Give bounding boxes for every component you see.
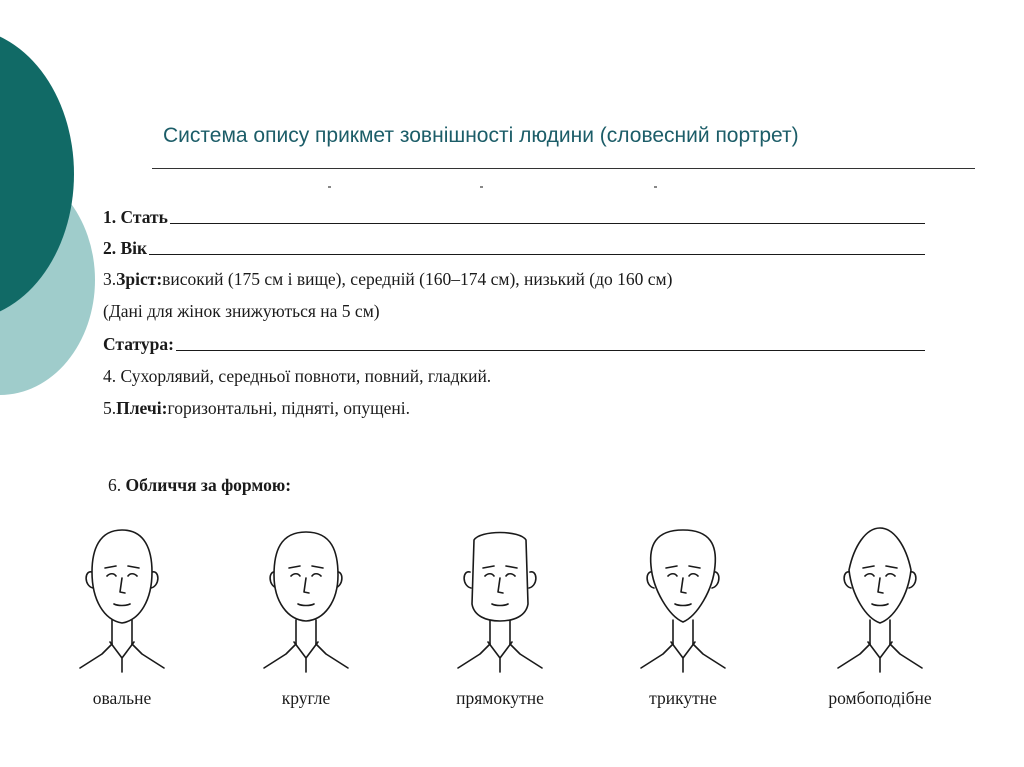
face-sketch-triangular: [633, 520, 733, 680]
face-label-round: кругле: [281, 688, 331, 708]
head-outline: [849, 528, 911, 623]
form-row-height: [103, 264, 925, 290]
face-drawing: [838, 528, 922, 672]
collar-lines: [294, 642, 318, 672]
form-row-body: [103, 361, 925, 387]
head-outline: [92, 530, 152, 623]
build-blank-line: [176, 350, 925, 351]
age-label: 2. Вік: [103, 238, 148, 258]
face-sketch-oval: [72, 520, 172, 680]
collar-lines: [671, 642, 695, 672]
body-options: 4. Сухорлявий, середньої повноти, повний, гладкий.: [103, 366, 492, 386]
face-sketch-round: [256, 520, 356, 680]
form-row-age: [103, 233, 925, 259]
shoulders-label: Плечі:: [116, 398, 168, 418]
face-sketch-rectangular: [450, 520, 550, 680]
face-shape-number: 6.: [108, 475, 126, 495]
face-oval-icon: [72, 520, 172, 680]
head-outline: [274, 532, 338, 621]
neck-lines: [296, 620, 316, 644]
face-drawing: [641, 530, 725, 672]
face-drawing: [458, 533, 542, 673]
face-shape-heading: [108, 475, 291, 496]
height-label: Зріст:: [116, 269, 163, 289]
height-number: 3.: [103, 269, 117, 289]
collar-lines: [110, 642, 134, 672]
build-label: Статура:: [103, 334, 174, 354]
scan-specks: [320, 186, 670, 192]
collar-lines: [488, 642, 512, 672]
height-note: (Дані для жінок знижуються на 5 см): [103, 301, 380, 321]
head-outline: [472, 533, 528, 622]
title-underline: [152, 168, 975, 169]
face-rectangular-icon: [450, 520, 550, 680]
speck: [654, 186, 657, 188]
form-row-shoulders: [103, 393, 925, 419]
shoulders-options: горизонтальні, підняті, опущені.: [167, 398, 410, 418]
age-blank-line: [149, 254, 925, 255]
height-options: високий (175 см і вище), середній (160–174 см), низький (до 160 см): [162, 269, 673, 289]
face-label-triangular: трикутне: [649, 688, 717, 708]
form-row-height-note: [103, 296, 925, 322]
neck-lines: [673, 620, 693, 644]
face-label-oval: овальне: [92, 688, 152, 708]
neck-lines: [490, 620, 510, 644]
face-rhomboid-icon: [830, 520, 930, 680]
form-row-build: [103, 329, 925, 355]
face-round-icon: [256, 520, 356, 680]
face-drawing: [264, 532, 348, 672]
face-shape-label: Обличчя за формою:: [125, 475, 292, 495]
slide-title: Система опису прикмет зовнішності людини (словесний портрет): [163, 124, 799, 147]
shoulders-number: 5.: [103, 398, 117, 418]
collar-lines: [868, 642, 892, 672]
face-triangular-icon: [633, 520, 733, 680]
face-drawing: [80, 530, 164, 672]
form-row-sex: [103, 202, 925, 228]
face-sketch-rhomboid: [830, 520, 930, 680]
sex-label: 1. Стать: [103, 207, 168, 227]
face-label-rectangular: прямокутне: [456, 688, 544, 708]
sex-blank-line: [170, 223, 925, 224]
head-outline: [651, 530, 716, 622]
face-label-rhomboid: ромбоподібне: [828, 688, 932, 708]
speck: [328, 186, 331, 188]
speck: [480, 186, 483, 188]
